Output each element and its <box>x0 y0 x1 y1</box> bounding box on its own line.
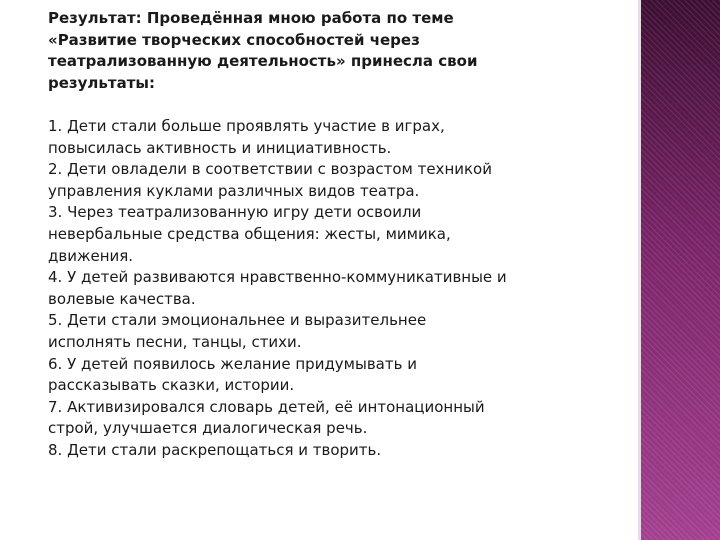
result-item-1: 1. Дети стали больше проявлять участие в играх, повысилась активность и инициативность. <box>48 116 445 157</box>
slide-heading: Результат: Проведённая мною работа по теме «Развитие творческих способностей через театрализованную деятельность» принесла свои результаты: <box>48 9 478 92</box>
result-item-8: 8. Дети стали раскрепощаться и творить. <box>48 440 382 459</box>
result-item-5: 5. Дети стали эмоциональнее и выразительнее исполнять песни, танцы, стихи. <box>48 311 427 351</box>
result-item-7: 7. Активизировался словарь детей, её интонационный строй, улучшается диалогическая речь. <box>48 397 485 438</box>
slide-content <box>48 8 633 461</box>
result-item-3: 3. Через театрализованную игру дети освоили невербальные средства общения: жесты, мимика, движения. <box>48 203 451 265</box>
paragraph-spacer <box>48 94 633 116</box>
result-item-2: 2. Дети овладели в соответствии с возрастом техникой управления куклами различных видов театра. <box>48 160 492 200</box>
result-item-6: 6. У детей появилось желание придумывать и рассказывать сказки, истории. <box>48 354 417 395</box>
results-list <box>48 116 633 462</box>
decorative-side-panel <box>641 0 720 540</box>
result-item-4: 4. У детей развиваются нравственно-коммуникативные и волевые качества. <box>48 268 507 308</box>
